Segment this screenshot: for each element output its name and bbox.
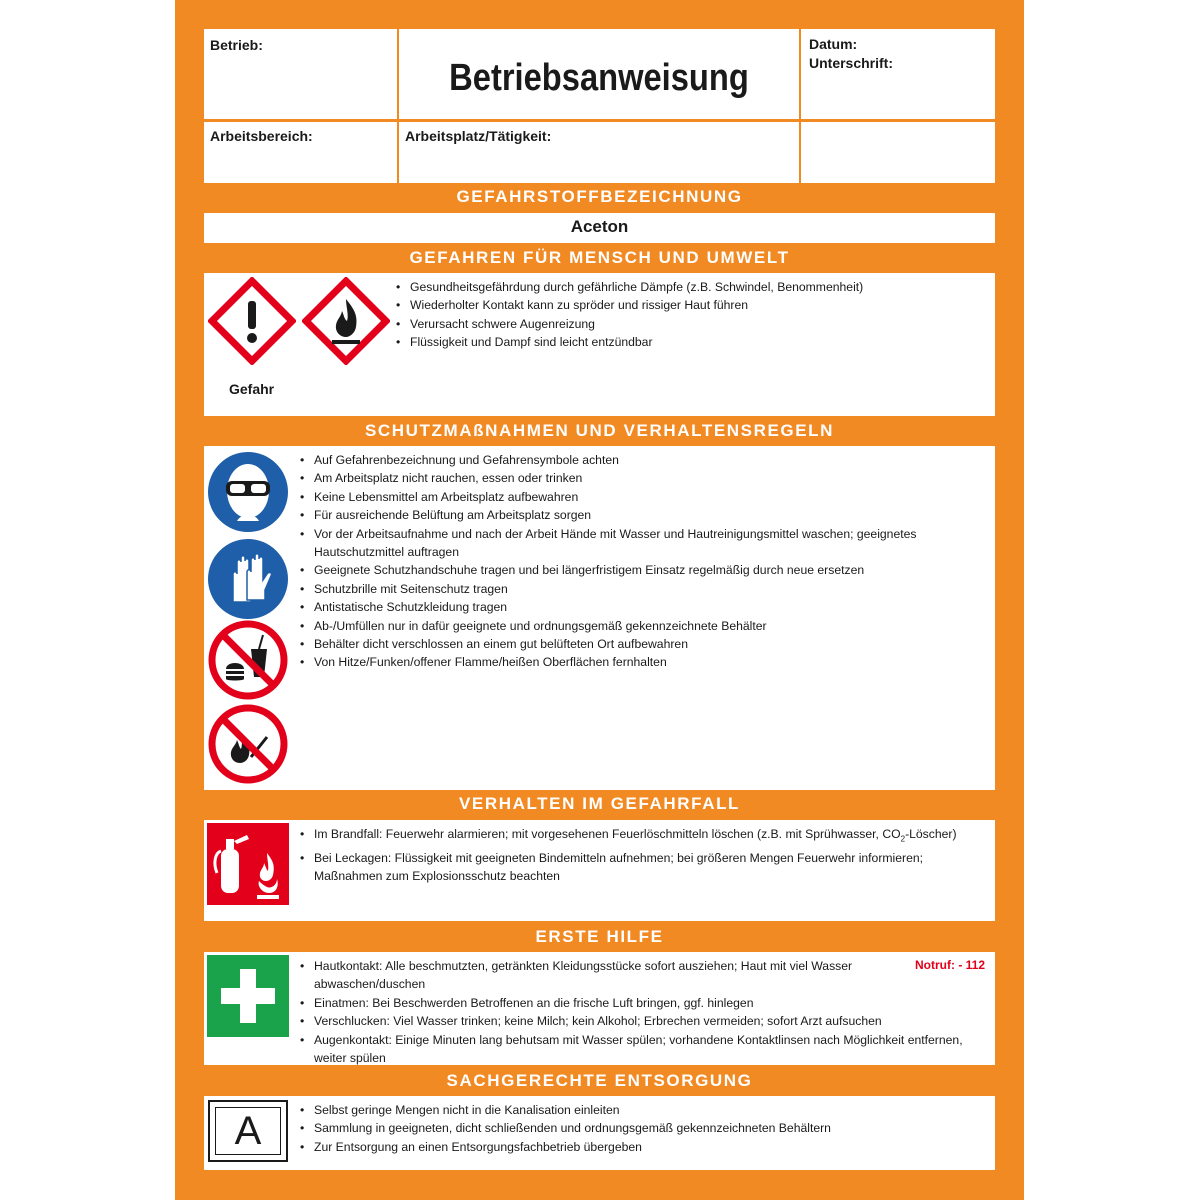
arbeitsplatz-field[interactable] [399, 122, 799, 183]
datum-label: Datum: [809, 36, 858, 52]
gefahrfall-box [204, 820, 995, 921]
list-item: • Schutzbrille mit Seitenschutz tragen [300, 580, 980, 598]
eye-protection-icon [207, 451, 289, 533]
no-eating-drinking-icon [207, 619, 289, 701]
item-text: -Löscher) [905, 827, 957, 841]
list-item: • Von Hitze/Funken/offener Flamme/heißen Oberflächen fernhalten [300, 653, 980, 671]
list-item: • Augenkontakt: Einige Minuten lang behutsam mit Wasser spülen; vorhandene Kontaktlinsen nach Möglichkeit entfernen, weiter spülen [300, 1031, 964, 1068]
datum-unterschrift-field[interactable] [801, 29, 995, 119]
title-block [399, 29, 799, 119]
list-item: • Geeignete Schutzhandschuhe tragen und bei längerfristigem Einsatz regelmäßig durch neue ersetzen [300, 561, 980, 579]
document-title: Betriebsanweisung [449, 57, 749, 99]
ghs07-exclamation-icon [208, 277, 296, 365]
section-heading-erste-hilfe: ERSTE HILFE [535, 927, 664, 946]
list-item: • Verschlucken: Viel Wasser trinken; keine Milch; kein Alkohol; Erbrechen vermeiden; sofort Arzt aufsuchen [300, 1012, 900, 1030]
betrieb-field[interactable] [204, 29, 397, 119]
entsorgung-box [204, 1096, 995, 1170]
list-item: • Ab-/Umfüllen nur in dafür geeignete und ordnungsgemäß gekennzeichnete Behälter [300, 617, 980, 635]
substance-box [204, 213, 995, 243]
list-item: • Keine Lebensmittel am Arbeitsplatz aufbewahren [300, 488, 980, 506]
list-item: • Am Arbeitsplatz nicht rauchen, essen oder trinken [300, 469, 980, 487]
disposal-category-a-icon [208, 1100, 288, 1162]
unterschrift-label: Unterschrift: [809, 55, 894, 71]
list-item: • Verursacht schwere Augenreizung [396, 315, 986, 333]
list-item: • Vor der Arbeitsaufnahme und nach der Arbeit Hände mit Wasser und Hautreinigungsmittel waschen; geeignetes Hautschutzmittel auftragen [300, 525, 980, 562]
entsorgung-list [300, 1101, 980, 1156]
list-item: • Behälter dicht verschlossen an einem gut belüfteten Ort aufbewahren [300, 635, 980, 653]
list-item: • Einatmen: Bei Beschwerden Betroffenen an die frische Luft bringen, ggf. hinlegen [300, 994, 900, 1012]
arbeitsplatz-label: Arbeitsplatz/Tätigkeit: [405, 128, 552, 144]
section-heading-gefahren: GEFAHREN FÜR MENSCH UND UMWELT [409, 248, 790, 267]
signal-word: Gefahr [229, 381, 275, 397]
emergency-number: Notruf: - 112 [915, 958, 986, 972]
list-item: • Bei Leckagen: Flüssigkeit mit geeigneten Bindemitteln aufnehmen; bei größeren Mengen Feuerwehr informieren; Maßnahmen zum Explosionsschutz beachten [300, 849, 990, 886]
list-item: • Für ausreichende Belüftung am Arbeitsplatz sorgen [300, 506, 980, 524]
operating-instruction-sheet [175, 0, 1024, 1200]
ghs02-flame-icon [302, 277, 390, 365]
list-item [300, 825, 990, 849]
gloves-icon [207, 538, 289, 620]
item-text: Im Brandfall: Feuerwehr alarmieren; mit vorgesehenen Feuerlöschmitteln löschen (z.B. mit Sprühwasser, CO [314, 827, 901, 841]
list-item: • Selbst geringe Mengen nicht in die Kanalisation einleiten [300, 1101, 980, 1119]
schutz-box [204, 446, 995, 790]
list-item: • Wiederholter Kontakt kann zu spröder und rissiger Haut führen [396, 296, 986, 314]
list-item: • Antistatische Schutzkleidung tragen [300, 598, 980, 616]
disposal-letter: A [215, 1107, 281, 1155]
first-aid-icon [207, 955, 289, 1037]
list-item: • Gesundheitsgefährdung durch gefährliche Dämpfe (z.B. Schwindel, Benommenheit) [396, 278, 986, 296]
list-item: • Flüssigkeit und Dampf sind leicht entzündbar [396, 333, 986, 351]
list-item: • Hautkontakt: Alle beschmutzten, getränkten Kleidungsstücke sofort ausziehen; Haut mit viel Wasser abwaschen/duschen [300, 957, 896, 994]
arbeitsbereich-label: Arbeitsbereich: [210, 128, 313, 144]
list-item: • Auf Gefahrenbezeichnung und Gefahrensymbole achten [300, 451, 980, 469]
no-open-flame-icon [207, 703, 289, 785]
gefahren-list [396, 278, 986, 352]
section-heading-gefahrstoff: GEFAHRSTOFFBEZEICHNUNG [456, 187, 743, 206]
fire-extinguisher-icon [207, 823, 289, 905]
section-heading-entsorgung: SACHGERECHTE ENTSORGUNG [446, 1071, 753, 1090]
schutz-list [300, 451, 980, 672]
subscript: 2 [900, 834, 906, 844]
list-item: • Zur Entsorgung an einen Entsorgungsfachbetrieb übergeben [300, 1138, 980, 1156]
arbeitsbereich-field[interactable] [204, 122, 397, 183]
betrieb-label: Betrieb: [210, 37, 263, 53]
gefahrfall-list [300, 825, 990, 886]
section-heading-gefahrfall: VERHALTEN IM GEFAHRFALL [458, 794, 741, 813]
extra-field[interactable] [801, 122, 995, 183]
erste-hilfe-box [204, 952, 995, 1065]
list-item: • Sammlung in geeigneten, dicht schließenden und ordnungsgemäß gekennzeichneten Behältern [300, 1119, 980, 1137]
section-heading-schutz: SCHUTZMAßNAHMEN UND VERHALTENSREGELN [364, 421, 835, 440]
substance-name: Aceton [570, 217, 629, 236]
gefahren-box [204, 273, 995, 416]
